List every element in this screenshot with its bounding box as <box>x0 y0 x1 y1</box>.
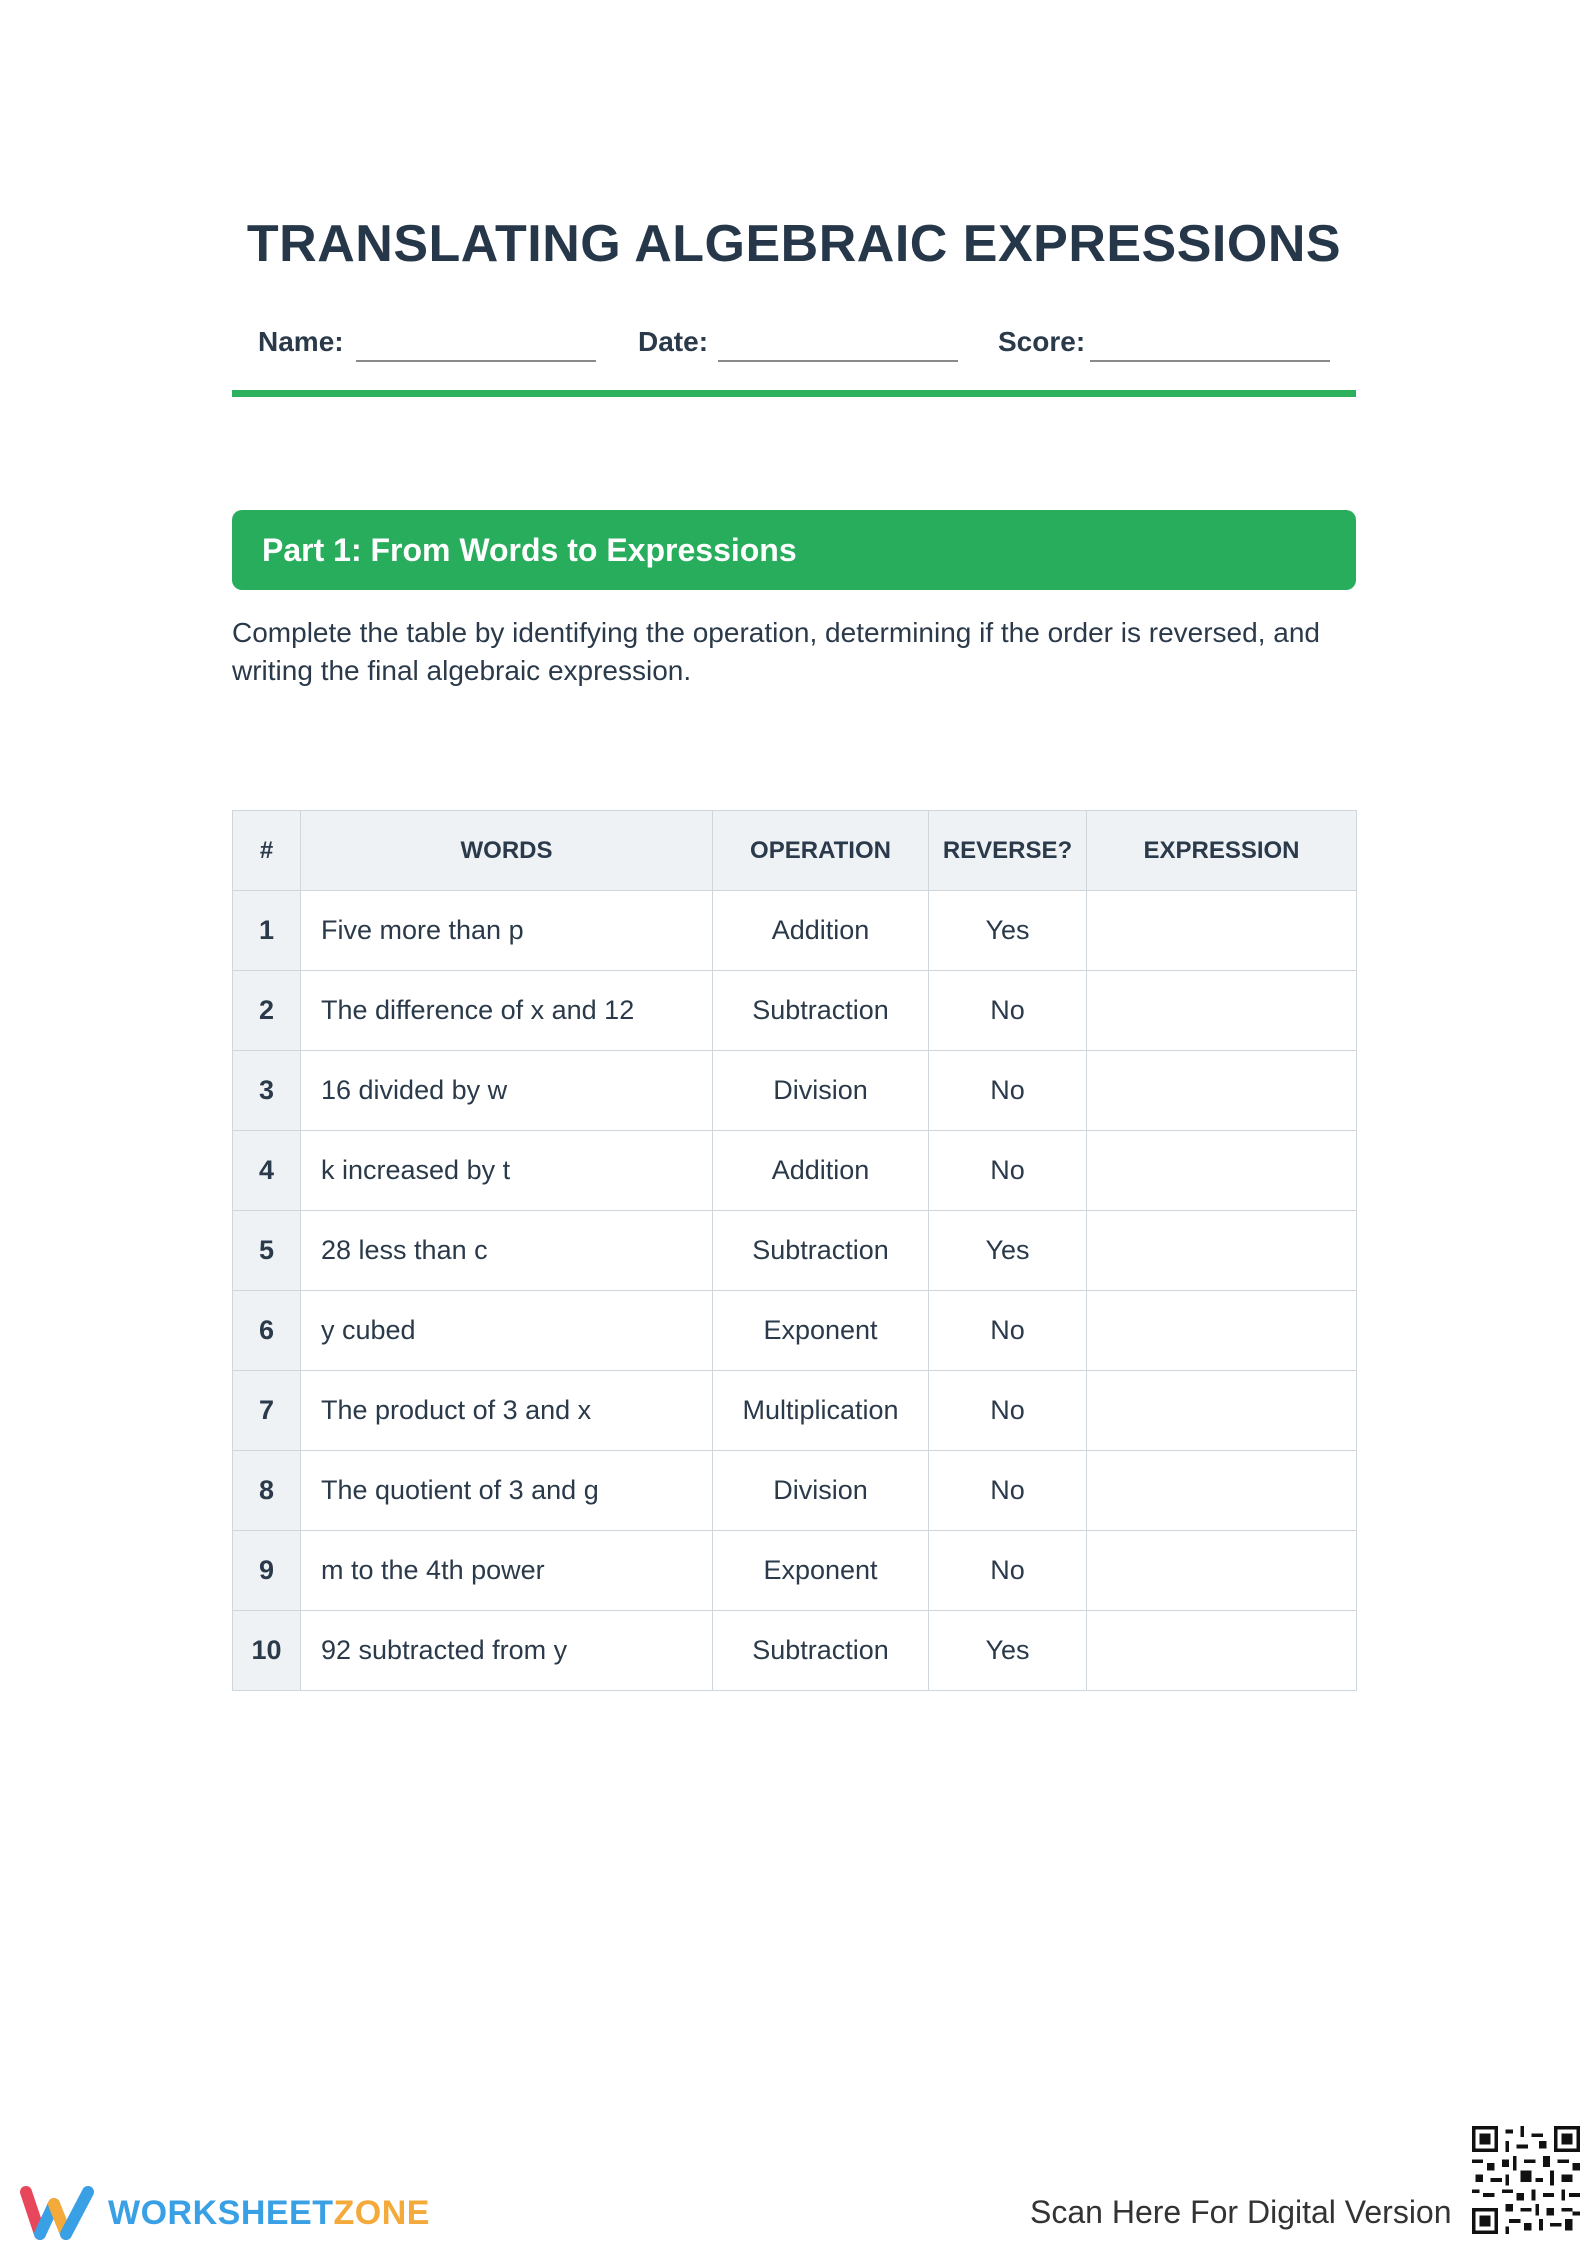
row-operation: Addition <box>713 1131 929 1211</box>
student-info-row <box>258 322 1358 362</box>
logo-wordmark <box>108 2194 430 2233</box>
date-label: Date: <box>638 326 709 357</box>
header-words: WORDS <box>301 811 713 891</box>
row-words: Five more than p <box>301 891 713 971</box>
row-reverse: Yes <box>929 891 1087 971</box>
row-expression-answer[interactable] <box>1087 1451 1357 1531</box>
row-words: 16 divided by w <box>301 1051 713 1131</box>
row-operation: Exponent <box>713 1531 929 1611</box>
qr-code-icon[interactable] <box>1472 2126 1580 2234</box>
score-field[interactable] <box>998 322 1358 362</box>
row-number: 1 <box>233 891 301 971</box>
table-row <box>233 891 1357 971</box>
logo-text-zone: ZONE <box>333 2194 430 2232</box>
row-reverse: Yes <box>929 1211 1087 1291</box>
row-reverse: No <box>929 1451 1087 1531</box>
table-row <box>233 1531 1357 1611</box>
row-operation: Subtraction <box>713 1211 929 1291</box>
row-reverse: No <box>929 1051 1087 1131</box>
date-line[interactable] <box>718 360 958 362</box>
row-reverse: No <box>929 1371 1087 1451</box>
row-number: 7 <box>233 1371 301 1451</box>
score-label: Score: <box>998 326 1086 357</box>
row-expression-answer[interactable] <box>1087 891 1357 971</box>
row-reverse: No <box>929 1291 1087 1371</box>
row-number: 8 <box>233 1451 301 1531</box>
section-header <box>232 510 1356 590</box>
table-row <box>233 1131 1357 1211</box>
header-number: # <box>233 811 301 891</box>
row-words: The difference of x and 12 <box>301 971 713 1051</box>
expressions-table <box>232 810 1357 1691</box>
row-expression-answer[interactable] <box>1087 1131 1357 1211</box>
row-expression-answer[interactable] <box>1087 1371 1357 1451</box>
row-number: 3 <box>233 1051 301 1131</box>
row-words: k increased by t <box>301 1131 713 1211</box>
header-divider <box>232 390 1356 397</box>
table-row <box>233 1211 1357 1291</box>
row-reverse: Yes <box>929 1611 1087 1691</box>
row-reverse: No <box>929 971 1087 1051</box>
row-number: 10 <box>233 1611 301 1691</box>
date-field[interactable] <box>638 322 978 362</box>
row-number: 5 <box>233 1211 301 1291</box>
row-operation: Division <box>713 1451 929 1531</box>
worksheetzone-logo[interactable] <box>20 2184 430 2240</box>
logo-text-worksheet: WORKSHEET <box>108 2194 334 2232</box>
row-number: 2 <box>233 971 301 1051</box>
row-number: 4 <box>233 1131 301 1211</box>
name-label: Name: <box>258 326 344 357</box>
table-row <box>233 1611 1357 1691</box>
row-expression-answer[interactable] <box>1087 971 1357 1051</box>
page-title: TRANSLATING ALGEBRAIC EXPRESSIONS <box>246 215 1342 273</box>
name-field[interactable] <box>258 322 598 362</box>
scan-instruction: Scan Here For Digital Version <box>1030 2194 1452 2230</box>
row-operation: Division <box>713 1051 929 1131</box>
header-operation: OPERATION <box>713 811 929 891</box>
row-expression-answer[interactable] <box>1087 1051 1357 1131</box>
row-number: 9 <box>233 1531 301 1611</box>
row-operation: Addition <box>713 891 929 971</box>
table-row <box>233 1371 1357 1451</box>
header-reverse: REVERSE? <box>929 811 1087 891</box>
row-expression-answer[interactable] <box>1087 1211 1357 1291</box>
row-words: m to the 4th power <box>301 1531 713 1611</box>
table-row <box>233 1051 1357 1131</box>
row-operation: Multiplication <box>713 1371 929 1451</box>
table-row <box>233 1291 1357 1371</box>
row-operation: Exponent <box>713 1291 929 1371</box>
worksheetzone-logo-icon <box>20 2184 100 2240</box>
score-line[interactable] <box>1090 360 1330 362</box>
row-words: y cubed <box>301 1291 713 1371</box>
row-reverse: No <box>929 1131 1087 1211</box>
table-row <box>233 971 1357 1051</box>
section-title: Part 1: From Words to Expressions <box>262 532 797 568</box>
table-row <box>233 1451 1357 1531</box>
table-header-row <box>233 811 1357 891</box>
row-expression-answer[interactable] <box>1087 1531 1357 1611</box>
instructions: Complete the table by identifying the operation, determining if the order is reversed, and writing the final algebraic expression. <box>232 617 1320 686</box>
row-expression-answer[interactable] <box>1087 1611 1357 1691</box>
row-reverse: No <box>929 1531 1087 1611</box>
row-operation: Subtraction <box>713 971 929 1051</box>
row-words: The product of 3 and x <box>301 1371 713 1451</box>
row-number: 6 <box>233 1291 301 1371</box>
row-operation: Subtraction <box>713 1611 929 1691</box>
row-words: 92 subtracted from y <box>301 1611 713 1691</box>
row-words: The quotient of 3 and g <box>301 1451 713 1531</box>
row-words: 28 less than c <box>301 1211 713 1291</box>
header-expression: EXPRESSION <box>1087 811 1357 891</box>
name-line[interactable] <box>356 360 596 362</box>
row-expression-answer[interactable] <box>1087 1291 1357 1371</box>
